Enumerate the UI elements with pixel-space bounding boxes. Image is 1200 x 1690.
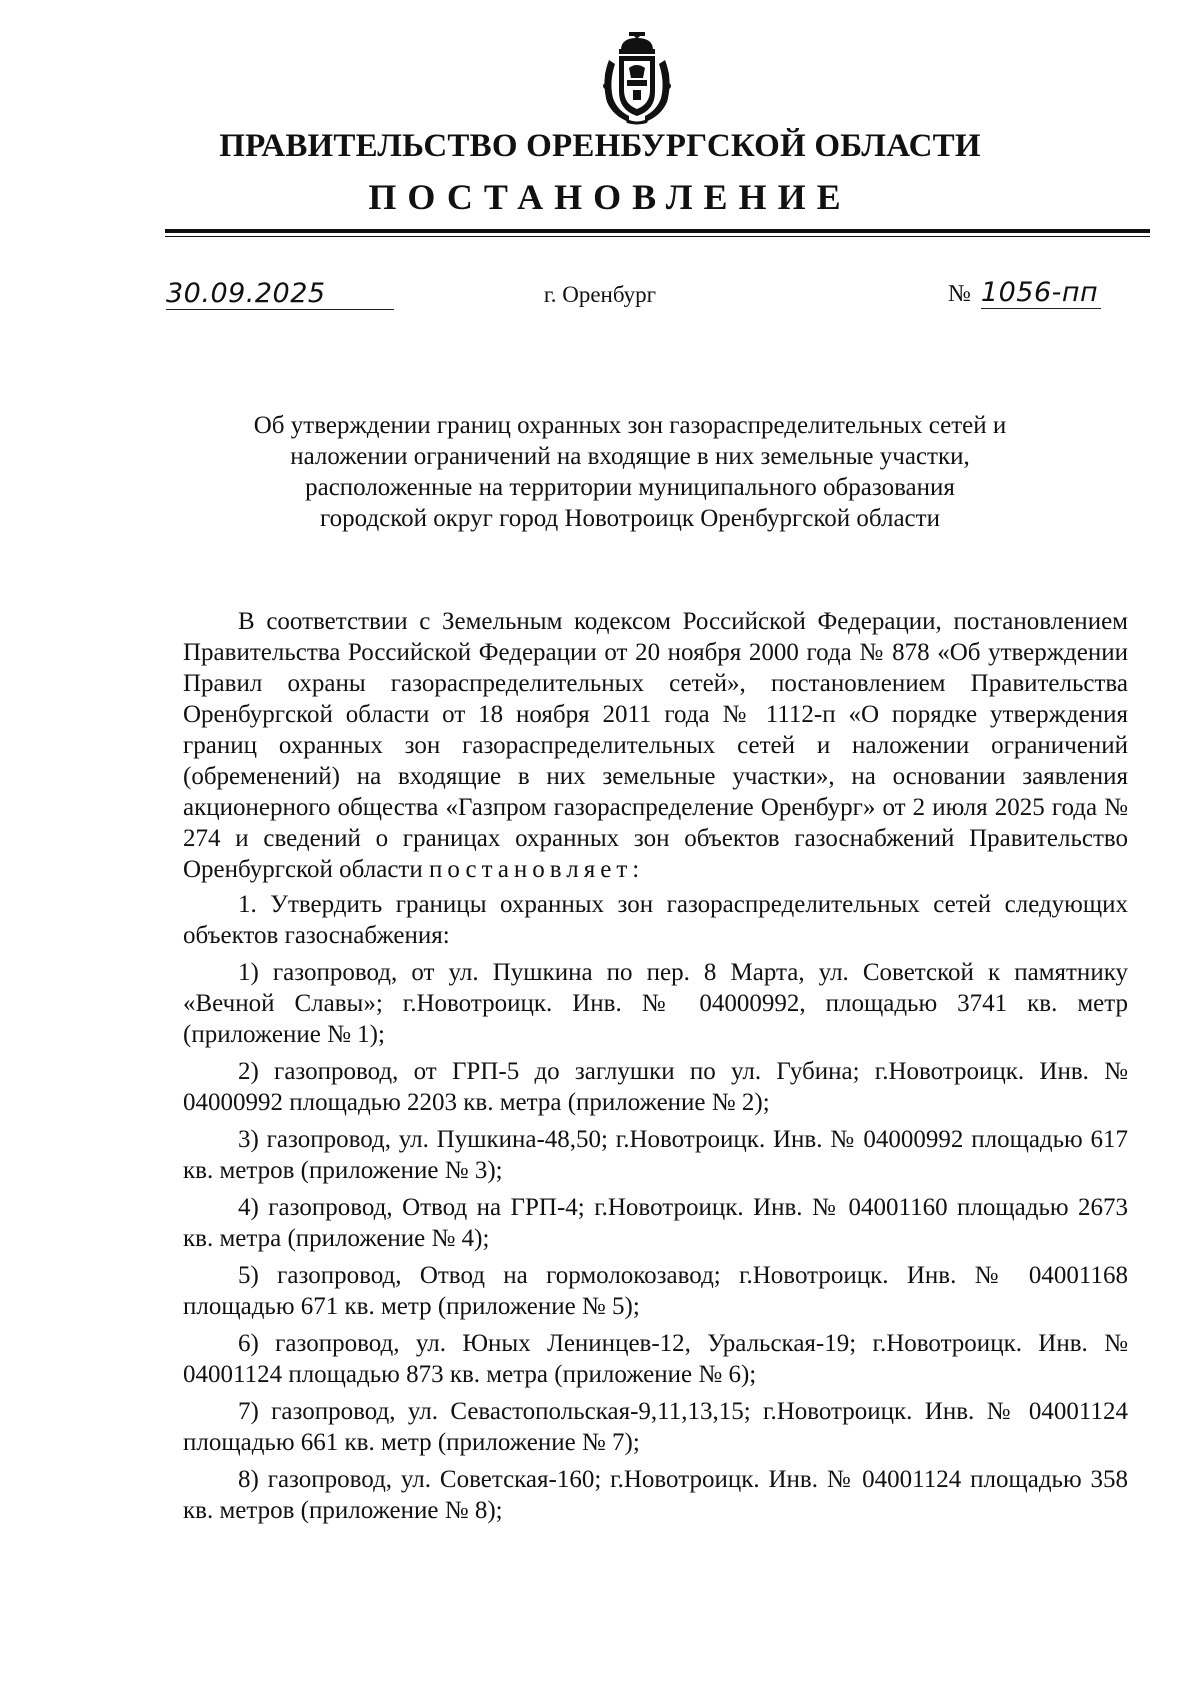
title-line: городской округ город Новотроицк Оренбургской области	[320, 505, 940, 532]
document-city: г. Оренбург	[543, 282, 657, 307]
resolves-word: постановляет:	[428, 856, 645, 883]
header-divider-thick	[165, 229, 1150, 233]
list-item: 8) газопровод, ул. Советская-160; г.Новотроицк. Инв. № 04001124 площадью 358 кв. метров (приложение № 8);	[183, 1466, 1128, 1524]
list-item: 4) газопровод, Отвод на ГРП-4; г.Новотроицк. Инв. № 04001160 площадью 2673 кв. метра (приложение № 4);	[183, 1194, 1128, 1252]
date-underline	[166, 309, 394, 310]
title-line: Об утверждении границ охранных зон газораспределительных сетей и	[253, 412, 1007, 439]
clause-1: 1. Утвердить границы охранных зон газораспределительных сетей следующих объектов газоснабжения:	[183, 891, 1128, 949]
number-label: №	[948, 281, 971, 307]
list-item: 2) газопровод, от ГРП-5 до заглушки по ул. Губина; г.Новотроицк. Инв. № 04000992 площадью 2203 кв. метра (приложение № 2);	[183, 1058, 1128, 1116]
list-item: 3) газопровод, ул. Пушкина-48,50; г.Новотроицк. Инв. № 04000992 площадью 617 кв. метров (приложение № 3);	[183, 1126, 1128, 1184]
list-item: 1) газопровод, от ул. Пушкина по пер. 8 Марта, ул. Советской к памятнику «Вечной Славы»; г.Новотроицк. Инв. № 04000992, площадью 3741 кв. метр (приложение № 1);	[183, 959, 1128, 1048]
preamble-paragraph	[183, 606, 1128, 885]
title-line: наложении ограничений на входящие в них земельные участки,	[290, 443, 970, 470]
list-item: 6) газопровод, ул. Юных Ленинцев-12, Уральская-19; г.Новотроицк. Инв. № 04001124 площадью 873 кв. метра (приложение № 6);	[183, 1330, 1128, 1388]
organization-name: ПРАВИТЕЛЬСТВО ОРЕНБУРГСКОЙ ОБЛАСТИ	[219, 128, 981, 164]
document-body	[183, 606, 1128, 1526]
document-number: 1056-пп	[981, 278, 1101, 309]
header-divider-thin	[165, 236, 1150, 237]
list-item: 5) газопровод, Отвод на гормолокозавод; г.Новотроицк. Инв. № 04001168 площадью 671 кв. метр (приложение № 5);	[183, 1262, 1128, 1320]
document-date: 30.09.2025	[166, 278, 326, 309]
list-item: 7) газопровод, ул. Севастопольская-9,11,13,15; г.Новотроицк. Инв. № 04001124 площадью 661 кв. метр (приложение № 7);	[183, 1398, 1128, 1456]
coat-of-arms-icon	[599, 30, 675, 125]
document-title	[180, 410, 1080, 534]
document-number-field	[948, 278, 1148, 309]
title-line: расположенные на территории муниципального образования	[305, 474, 955, 501]
document-type: ПОСТАНОВЛЕНИЕ	[368, 177, 852, 217]
preamble-text: В соответствии с Земельным кодексом Российской Федерации, постановлением Правительства Российской Федерации от 20 ноября 2000 года № 878 «Об утверждении Правил охраны газораспределительных сетей», постановлением Правительства Оренбургской области от 18 ноября 2011 года № 1112-п «О порядке утверждения границ охранных зон газораспределительных сетей и наложении ограничений (обременений) на входящие в них земельные участки», на основании заявления акционерного общества «Газпром газораспределение Оренбург» от 2 июля 2025 года № 274 и сведений о границах охранных зон объектов газоснабжений Правительство Оренбургской области	[183, 608, 1128, 883]
